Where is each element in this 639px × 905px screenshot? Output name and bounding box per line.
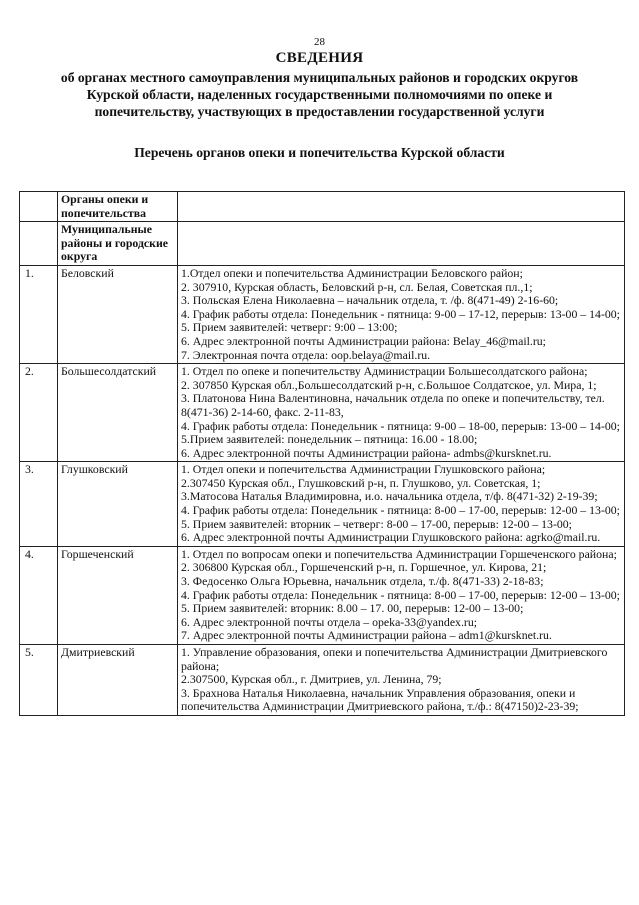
detail-line: 2.307450 Курская обл., Глушковский р-н, п. Глушково, ул. Советская, 1; [181,475,541,490]
table-row [20,265,625,363]
row-number: 5. [20,645,58,716]
detail-line: 3.Матосова Наталья Владимировна, и.о. начальника отдела, т/ф. 8(471-32) 2-19-39; [181,489,598,504]
table-header-row-1 [20,192,625,222]
detail-line: 6. Адрес электронной почты Администрации Глушковского района: agrko@mail.ru. [181,530,601,545]
document-subtitle: об органах местного самоуправления муниципальных районов и городских округов Курской области, наделенных государственными полномочиями по опеке и попечительству, участвующих в предоставлении государственной услуги [60,70,579,119]
header-districts: Муниципальные районы и городские округа [58,222,178,266]
detail-line: 1. Отдел по вопросам опеки и попечительства Администрации Горшеченского района; [181,546,617,561]
detail-line: 3. Брахнова Наталья Николаевна, начальник Управления образования, опеки и попечительства Администрации Дмитриевского района, т./ф.: 8(47150)2-23-39; [181,685,579,714]
table-header-row-2 [20,222,625,266]
detail-line: 2. 307850 Курская обл.,Большесолдатский р-н, с.Большое Солдатское, ул. Мира, 1; [181,377,597,392]
district-name: Беловский [58,265,178,363]
detail-line: 2. 306800 Курская обл., Горшеченский р-н, п. Горшечное, ул. Кирова, 21; [181,560,547,575]
table-row [20,645,625,716]
detail-line: 1. Отдел опеки и попечительства Администрации Глушковского района; [181,462,546,477]
table-row [20,462,625,547]
detail-line: 5. Прием заявителей: вторник: 8.00 – 17. 00, перерыв: 12-00 – 13-00; [181,601,524,616]
table-row [20,364,625,462]
header-authorities: Органы опеки и попечительства [58,192,178,222]
authorities-table [19,191,625,716]
authority-details [178,546,625,644]
header-empty-cell [178,192,625,222]
document-title: СВЕДЕНИЯ [275,50,364,66]
detail-line: 3. Федосенко Ольга Юрьевна, начальник отдела, т./ф. 8(471-33) 2-18-83; [181,574,544,589]
detail-line: 1. Управление образования, опеки и попечительства Администрации Дмитриевского района; [181,645,608,673]
authority-details [178,645,625,716]
district-name: Горшеченский [58,546,178,644]
detail-line: 6. Адрес электронной почты Администрации района- admbs@kursknet.ru. [181,445,552,460]
header-num-cell [20,222,58,266]
authority-details [178,462,625,547]
detail-line: 6. Адрес электронной почты Администрации района: Belay_46@mail.ru; [181,333,546,348]
detail-line: 4. График работы отдела: Понедельник - пятница: 9-00 – 18-00, перерыв: 13-00 – 14-00; [181,418,620,433]
detail-line: 2.307500, Курская обл., г. Дмитриев, ул. Ленина, 79; [181,672,442,687]
detail-line: 4. График работы отдела: Понедельник - пятница: 8-00 – 17-00, перерыв: 12-00 – 13-00; [181,503,620,518]
district-name: Глушковский [58,462,178,547]
authority-details [178,265,625,363]
row-number: 1. [20,265,58,363]
district-name: Дмитриевский [58,645,178,716]
detail-line: 7. Электронная почта отдела: oop.belaya@mail.ru. [181,347,431,362]
detail-line: 5.Прием заявителей: понедельник – пятница: 16.00 - 18.00; [181,432,478,447]
detail-line: 4. График работы отдела: Понедельник - пятница: 8-00 – 17-00, перерыв: 12-00 – 13-00; [181,587,620,602]
row-number: 3. [20,462,58,547]
detail-line: 2. 307910, Курская область, Беловский р-н, сл. Белая, Советская пл.,1; [181,279,533,294]
detail-line: 3. Польская Елена Николаевна – начальник отдела, т. /ф. 8(471-49) 2-16-60; [181,293,559,308]
detail-line: 5. Прием заявителей: вторник – четверг: 8-00 – 17-00, перерыв: 12-00 – 13-00; [181,516,572,531]
detail-line: 6. Адрес электронной почты отдела – opeka-33@yandex.ru; [181,614,478,629]
authority-details [178,364,625,462]
detail-line: 3. Платонова Нина Валентиновна, начальник отдела по опеке и попечительству, тел. 8(471-36) 2-14-60, факс. 2-11-83, [181,391,605,419]
header-num-cell [20,192,58,222]
district-name: Большесолдатский [58,364,178,462]
detail-line: 5. Прием заявителей: четверг: 9:00 – 13:00; [181,320,398,335]
detail-line: 4. График работы отдела: Понедельник - пятница: 9-00 – 17-12, перерыв: 13-00 – 14-00; [181,306,620,321]
table-row [20,546,625,644]
page-number: 28 [314,36,325,48]
row-number: 2. [20,364,58,462]
detail-line: 7. Адрес электронной почты Администрации района – adm1@kursknet.ru. [181,628,552,643]
row-number: 4. [20,546,58,644]
detail-line: 1.Отдел опеки и попечительства Администрации Беловского район; [181,265,523,280]
header-empty-cell [178,222,625,266]
detail-line: 1. Отдел по опеке и попечительству Администрации Большесолдатского района; [181,364,588,379]
list-title: Перечень органов опеки и попечительства Курской области [134,145,505,160]
